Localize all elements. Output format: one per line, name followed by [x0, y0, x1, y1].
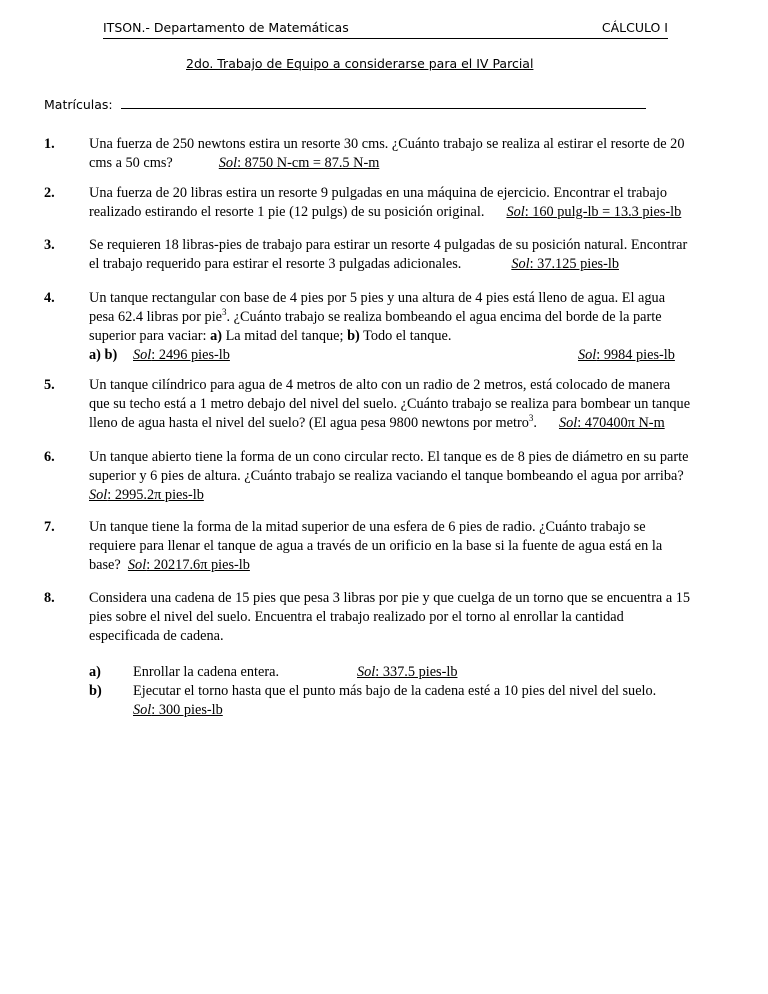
matriculas-label: Matrículas: — [44, 97, 113, 112]
problem-line: especificada de cadena. — [89, 628, 224, 644]
problem-number: 8. — [44, 590, 55, 606]
matriculas-blank — [121, 95, 646, 109]
problem-line: pesa 62.4 libras por pie$^3$. ¿Cuánto trabajo se realiza bombeando el agua encima del borde de la parte — [89, 307, 662, 325]
problem-number: 3. — [44, 237, 55, 253]
solution: Sol: 8750 N-cm = 87.5 N-m — [218, 155, 380, 171]
header-course: CÁLCULO I — [601, 20, 668, 35]
sub-item-b-solution — [89, 701, 734, 720]
problem-number: 1. — [44, 136, 55, 152]
solution: Sol: 37.125 pies-lb — [511, 256, 619, 272]
problem-line: Un tanque tiene la forma de la mitad superior de una esfera de 6 pies de radio. ¿Cuánto trabajo se — [89, 519, 646, 535]
problem-line: lleno de agua hasta el nivel del suelo? (El agua pesa 9800 newtons por metro$^3$. Sol: 470400π N-m — [89, 413, 665, 431]
problem-line: cms a 50 cms? — [89, 155, 173, 171]
page-header — [103, 20, 668, 39]
sub-item-b-label: b) — [89, 683, 102, 699]
problem-line: superior y 6 pies de altura. ¿Cuánto trabajo se realiza vaciando el tanque bombeando el agua por arriba? — [89, 468, 684, 484]
sub-item-b — [89, 682, 734, 701]
problem-number: 6. — [44, 449, 55, 465]
problem-number: 7. — [44, 519, 55, 535]
solution: Sol: 2995.2π pies-lb — [89, 487, 204, 503]
solution: Sol: 160 pulg-lb = 13.3 pies-lb — [506, 204, 682, 220]
problem-8 — [44, 589, 734, 720]
sub-item-a — [89, 663, 734, 682]
solution-a: Sol: 337.5 pies-lb — [357, 664, 458, 680]
problem-line: superior para vaciar: a) La mitad del tanque; b) Todo el tanque. — [89, 328, 452, 344]
answers-row — [89, 346, 734, 365]
problem-line: Considera una cadena de 15 pies que pesa 3 libras por pie y que cuelga de un torno que se encuentra a 15 — [89, 590, 691, 606]
sub-item-a-text: Enrollar la cadena entera. — [133, 664, 280, 680]
problem-line: base? — [89, 557, 121, 573]
problem-4 — [44, 289, 734, 365]
page-title: 2do. Trabajo de Equipo a considerarse para el IV Parcial — [186, 56, 534, 71]
problem-line: Una fuerza de 20 libras estira un resorte 9 pulgadas en una máquina de ejercicio. Encontrar el trabajo — [89, 185, 667, 201]
problem-line: que su techo está a 1 metro debajo del nivel del suelo. ¿Cuánto trabajo se realiza para bombear un tanque — [89, 396, 691, 412]
problem-line: Una fuerza de 250 newtons estira un resorte 30 cms. ¿Cuánto trabajo se realiza al estirar el resorte de 20 — [89, 136, 685, 152]
problem-line: el trabajo requerido para estirar el resorte 3 pulgadas adicionales. — [89, 256, 462, 272]
problem-line: Se requieren 18 libras-pies de trabajo para estirar un resorte 4 pulgadas de su posición natural. Encontrar — [89, 237, 688, 253]
problem-line: Un tanque abierto tiene la forma de un cono circular recto. El tanque es de 8 pies de diámetro en su parte — [89, 449, 689, 465]
problem-7 — [44, 518, 734, 575]
problem-line: pies sobre el nivel del suelo. Encuentra el trabajo realizado por el torno al enrollar la cantidad — [89, 609, 624, 625]
sub-item-b-text: Ejecutar el torno hasta que el punto más bajo de la cadena esté a 10 pies del nivel del suelo. — [133, 683, 657, 699]
problem-5 — [44, 376, 734, 433]
solution: Sol: 20217.6π pies-lb — [127, 557, 250, 573]
problem-2 — [44, 184, 734, 222]
matriculas-line — [44, 95, 646, 112]
header-department: ITSON.- Departamento de Matemáticas — [103, 20, 349, 35]
problem-6 — [44, 448, 734, 505]
problem-1 — [44, 135, 734, 173]
problem-line: Un tanque rectangular con base de 4 pies por 5 pies y una altura de 4 pies está lleno de agua. El agua — [89, 290, 666, 306]
solution-a: Sol: 2496 pies-lb — [133, 347, 230, 363]
problem-3 — [44, 236, 734, 274]
problem-number: 2. — [44, 185, 55, 201]
problem-line: Un tanque cilíndrico para agua de 4 metros de alto con un radio de 2 metros, está colocado de manera — [89, 377, 671, 393]
problem-number: 4. — [44, 290, 55, 306]
solution-b: Sol: 300 pies-lb — [133, 702, 223, 718]
solution-b: Sol: 9984 pies-lb — [578, 347, 675, 363]
problem-line: requiere para llenar el tanque de agua a través de un orificio en la base si la fuente de agua está en la — [89, 538, 663, 554]
sub-item-a-label: a) — [89, 664, 101, 680]
answer-a-label: a) — [89, 347, 101, 363]
solution: Sol: 470400π N-m — [558, 415, 665, 431]
problem-line: realizado estirando el resorte 1 pie (12 pulgs) de su posición original. — [89, 204, 485, 220]
problem-number: 5. — [44, 377, 55, 393]
answer-b-label: b) — [104, 347, 118, 363]
